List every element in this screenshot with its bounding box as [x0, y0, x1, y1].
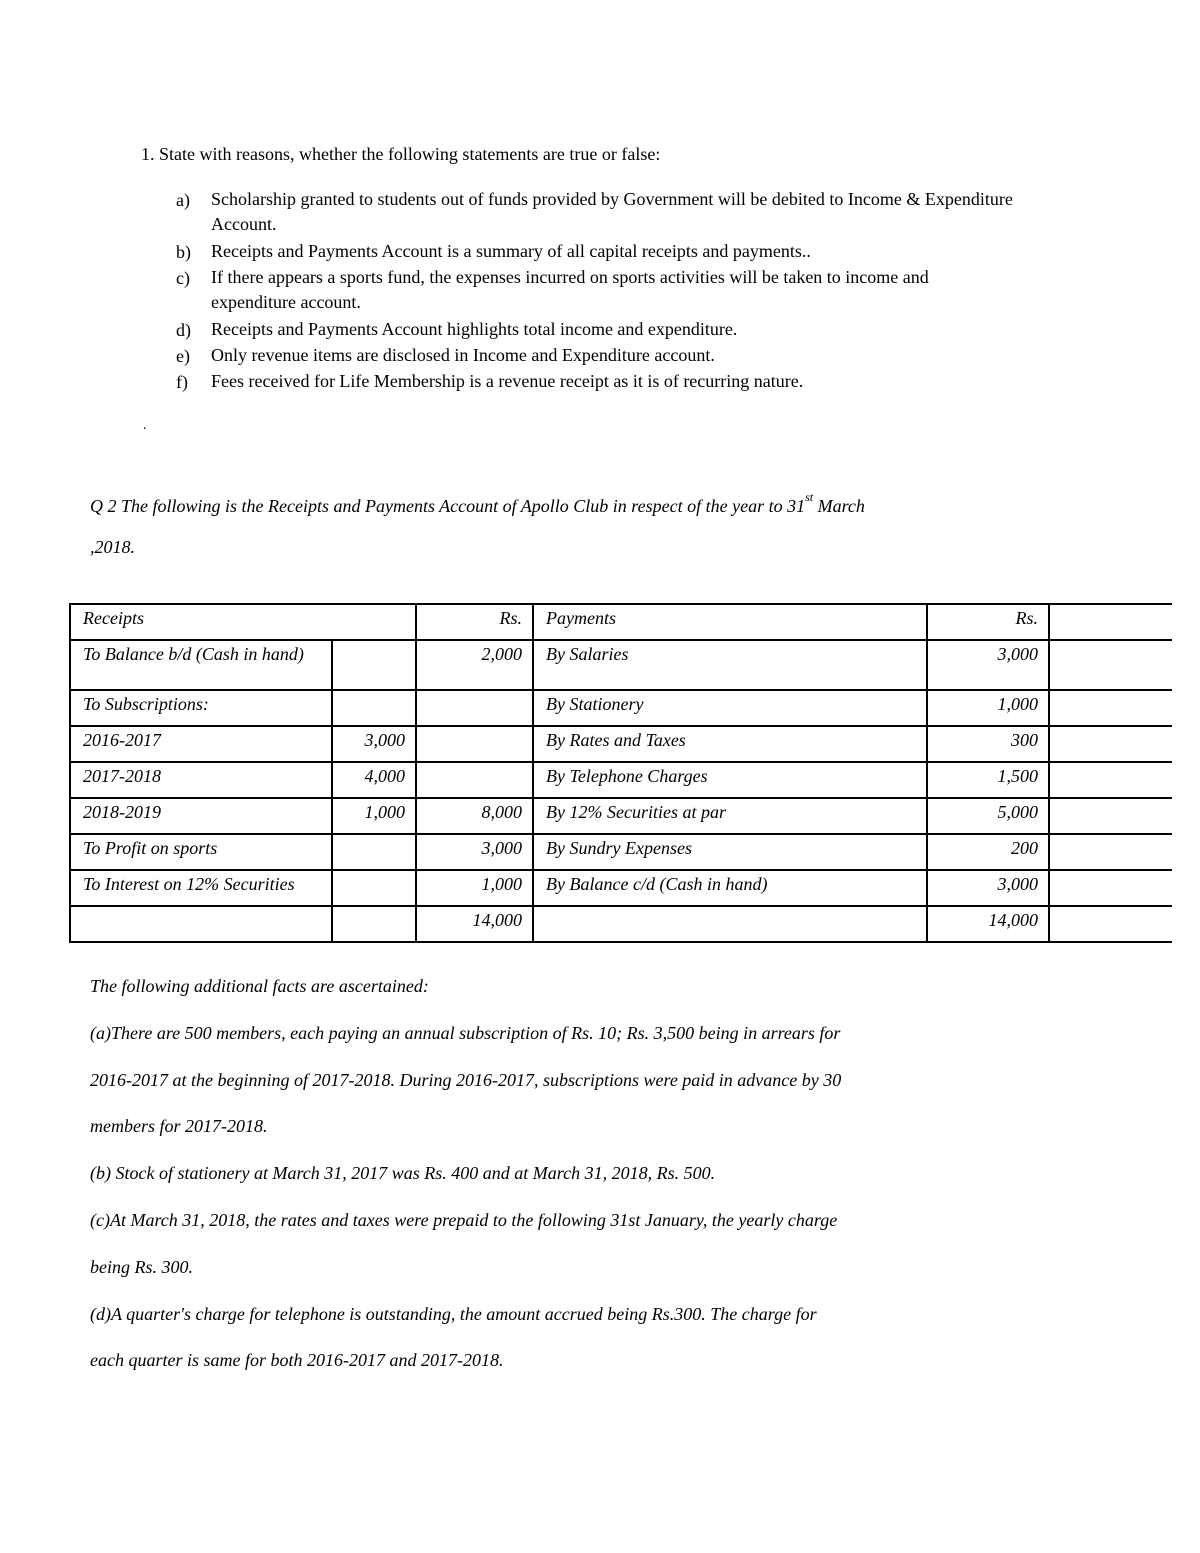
receipt-amount: [416, 726, 533, 762]
facts-line: 2016-2017 at the beginning of 2017-2018. During 2016-2017, subscriptions were paid in advance by 30: [90, 1069, 842, 1090]
payment-label: By Salaries: [533, 640, 927, 690]
table-row: [70, 726, 1172, 762]
item-letter: b): [176, 242, 191, 262]
facts-line: (d)A quarter's charge for telephone is outstanding, the amount accrued being Rs.300. The charge for: [90, 1303, 817, 1324]
intro-end: March: [813, 496, 865, 516]
list-item: [176, 369, 1016, 395]
list-item: [176, 187, 1016, 239]
blank-cell: [1049, 726, 1172, 762]
receipt-label: To Interest on 12% Securities: [70, 870, 332, 906]
receipt-amount: 8,000: [416, 798, 533, 834]
receipt-sub-amount: [332, 870, 416, 906]
list-item: [176, 239, 1016, 265]
item-text: Fees received for Life Membership is a revenue receipt as it is of recurring nature.: [211, 371, 804, 391]
table-header-row: [70, 604, 1172, 640]
payment-label: By Telephone Charges: [533, 762, 927, 798]
blank-cell: [1049, 690, 1172, 726]
question2-year: ,2018.: [90, 537, 135, 557]
blank-cell: [332, 906, 416, 942]
additional-facts: [90, 975, 910, 1396]
payment-amount: 5,000: [927, 798, 1049, 834]
receipts-payments-table: [69, 603, 1172, 943]
blank-cell: [1049, 798, 1172, 834]
receipt-label: 2018-2019: [70, 798, 332, 834]
receipt-label: To Subscriptions:: [70, 690, 332, 726]
facts-line: being Rs. 300.: [90, 1256, 193, 1277]
item-text: Receipts and Payments Account is a summary of all capital receipts and payments..: [211, 241, 811, 261]
facts-line: (b) Stock of stationery at March 31, 2017 was Rs. 400 and at March 31, 2018, Rs. 500.: [90, 1163, 716, 1184]
blank-cell: [1049, 762, 1172, 798]
blank-cell: [533, 906, 927, 942]
receipt-amount: 1,000: [416, 870, 533, 906]
facts-line: (c)At March 31, 2018, the rates and taxes were prepaid to the following 31st January, the yearly charge: [90, 1209, 838, 1230]
question1-heading: 1. State with reasons, whether the following statements are true or false:: [141, 144, 661, 164]
payment-label: By Rates and Taxes: [533, 726, 927, 762]
blank-cell: [1049, 870, 1172, 906]
payment-label: By 12% Securities at par: [533, 798, 927, 834]
question1-list: [176, 187, 1016, 395]
receipt-amount: [416, 762, 533, 798]
payment-amount: 3,000: [927, 640, 1049, 690]
receipt-label: 2017-2018: [70, 762, 332, 798]
item-text: Receipts and Payments Account highlights total income and expenditure.: [211, 319, 738, 339]
table-row: [70, 798, 1172, 834]
list-item: [176, 265, 1016, 317]
rs-header: Rs.: [416, 604, 533, 640]
blank-cell: [1049, 834, 1172, 870]
payments-header: Payments: [533, 604, 927, 640]
receipt-label: To Balance b/d (Cash in hand): [70, 640, 332, 690]
list-item: [176, 317, 1016, 343]
payments-total: 14,000: [927, 906, 1049, 942]
facts-line: The following additional facts are ascertained:: [90, 976, 429, 996]
receipt-amount: [416, 690, 533, 726]
item-text: Scholarship granted to students out of funds provided by Government will be debited to Income & Expenditure Account.: [211, 189, 1013, 234]
payment-amount: 300: [927, 726, 1049, 762]
payment-amount: 1,000: [927, 690, 1049, 726]
table-row: [70, 640, 1172, 690]
receipt-sub-amount: [332, 690, 416, 726]
blank-cell: [1049, 640, 1172, 690]
question2-intro: [90, 488, 865, 519]
facts-line: members for 2017-2018.: [90, 1116, 268, 1137]
receipt-sub-amount: [332, 834, 416, 870]
stray-mark: .: [143, 418, 147, 433]
item-text: Only revenue items are disclosed in Income and Expenditure account.: [211, 345, 715, 365]
item-letter: d): [176, 320, 191, 340]
payment-label: By Stationery: [533, 690, 927, 726]
payment-label: By Sundry Expenses: [533, 834, 927, 870]
receipt-amount: 3,000: [416, 834, 533, 870]
intro-text: Q 2 The following is the Receipts and Payments Account of Apollo Club in respect of the year to 31: [90, 496, 806, 516]
intro-superscript: st: [805, 490, 814, 504]
blank-cell: [70, 906, 332, 942]
table-row: [70, 870, 1172, 906]
item-letter: c): [176, 268, 190, 288]
payment-label: By Balance c/d (Cash in hand): [533, 870, 927, 906]
rs-header: Rs.: [927, 604, 1049, 640]
item-letter: a): [176, 190, 190, 210]
item-text: If there appears a sports fund, the expenses incurred on sports activities will be taken to income and expenditure account.: [211, 267, 929, 312]
item-letter: e): [176, 346, 190, 366]
receipts-header: Receipts: [70, 604, 416, 640]
blank-cell: [1049, 906, 1172, 942]
payment-amount: 200: [927, 834, 1049, 870]
receipt-sub-amount: 4,000: [332, 762, 416, 798]
payment-amount: 3,000: [927, 870, 1049, 906]
receipt-sub-amount: 1,000: [332, 798, 416, 834]
facts-line: (a)There are 500 members, each paying an annual subscription of Rs. 10; Rs. 3,500 being in arrears for: [90, 1022, 841, 1043]
facts-line: each quarter is same for both 2016-2017 and 2017-2018.: [90, 1350, 504, 1371]
payment-amount: 1,500: [927, 762, 1049, 798]
totals-row: [70, 906, 1172, 942]
receipt-label: To Profit on sports: [70, 834, 332, 870]
item-letter: f): [176, 372, 188, 392]
table-row: [70, 762, 1172, 798]
receipts-total: 14,000: [416, 906, 533, 942]
receipt-sub-amount: 3,000: [332, 726, 416, 762]
receipt-amount: 2,000: [416, 640, 533, 690]
table-row: [70, 834, 1172, 870]
list-item: [176, 343, 1016, 369]
table-row: [70, 690, 1172, 726]
receipt-sub-amount: [332, 640, 416, 690]
blank-cell: [1049, 604, 1172, 640]
receipt-label: 2016-2017: [70, 726, 332, 762]
